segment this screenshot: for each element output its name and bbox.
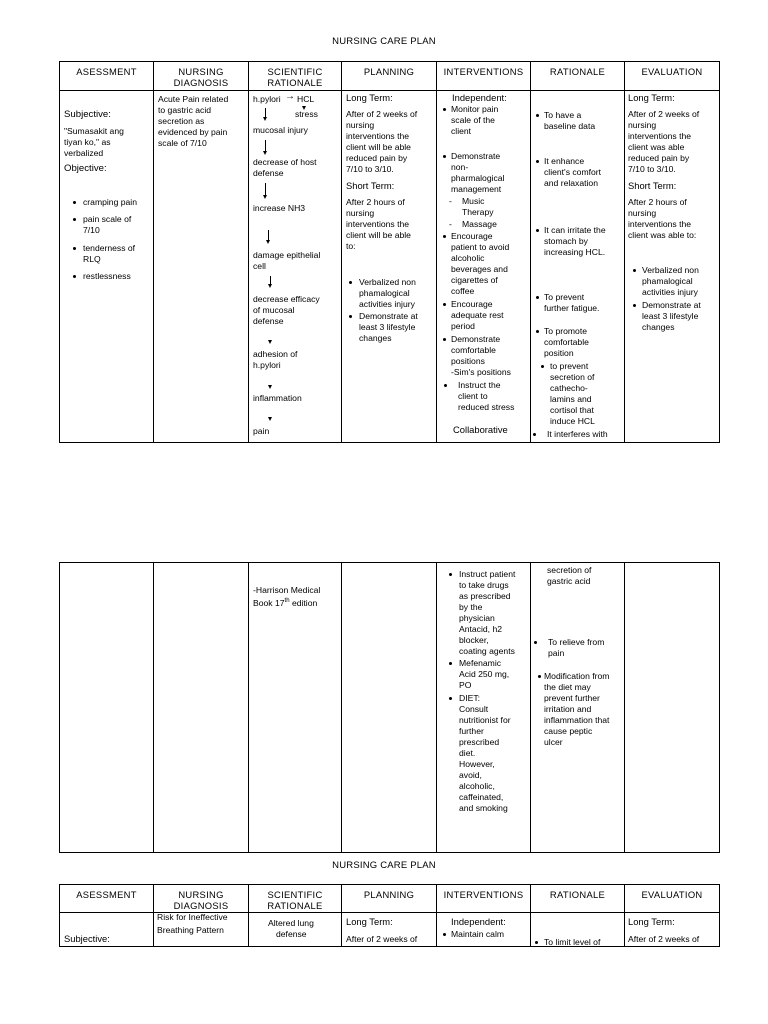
objective-item: 7/10 [83, 225, 100, 235]
rationale-line: It interferes with [547, 429, 608, 439]
rationale-line: It enhance [544, 156, 585, 166]
intervention-line: Instruct the [458, 380, 501, 390]
rationale-line: To prevent [544, 292, 585, 302]
intervention-line: caffeinated, [459, 792, 504, 802]
down-arrow-icon [263, 117, 267, 121]
evaluation-goal: Demonstrate at [642, 300, 701, 310]
intervention-line: comfortable [451, 345, 496, 355]
rationale-line: gastric acid [547, 576, 591, 586]
page-title: NURSING CARE PLAN [332, 860, 436, 871]
rationale-line: It can irritate the [544, 225, 606, 235]
long-term-label: Long Term: [346, 92, 393, 103]
planning-goal: activities injury [359, 299, 415, 309]
evaluation-line: client was able to: [628, 230, 697, 240]
intervention-line: adequate rest [451, 310, 504, 320]
down-arrow-icon [263, 151, 267, 155]
intervention-line: Maintain calm [451, 929, 505, 939]
evaluation-line: After of 2 weeks of [628, 109, 700, 119]
rationale-line: cortisol that [550, 405, 594, 415]
planning-goal: Verbalized non [359, 277, 416, 287]
flow-step: stress [295, 109, 318, 119]
planning-line: interventions the [346, 131, 410, 141]
evaluation-line: interventions the [628, 131, 692, 141]
rationale-line: irritation and [544, 704, 592, 714]
header-evaluation: EVALUATION [625, 62, 720, 91]
subjective-label: Subjective: [64, 933, 110, 944]
planning-line: client will be able [346, 142, 411, 152]
flow-step: HCL [297, 94, 315, 104]
rationale-line: To promote [544, 326, 587, 336]
rationale-line: ulcer [544, 737, 563, 747]
rationale-line: comfortable [544, 337, 589, 347]
flow-step: defense [253, 168, 284, 178]
rationale-line: inflammation that [544, 715, 610, 725]
intervention-line: Encourage [451, 231, 493, 241]
rationale-line: To relieve from [548, 637, 605, 647]
intervention-line: However, [459, 759, 495, 769]
independent-label: Independent: [452, 92, 507, 103]
flow-step: mucosal injury [253, 125, 308, 135]
intervention-line: positions [451, 356, 485, 366]
care-plan-table-1-continued [59, 562, 719, 852]
long-term-label: Long Term: [628, 916, 675, 927]
intervention-line: prescribed [459, 737, 500, 747]
intervention-line: further [459, 726, 484, 736]
evaluation-line: reduced pain by [628, 153, 690, 163]
intervention-line: -Sim's positions [451, 367, 511, 377]
evaluation-line: nursing [628, 208, 657, 218]
diagnosis-line: evidenced by pain [158, 127, 228, 137]
intervention-line: Encourage [451, 299, 493, 309]
independent-label: Independent: [451, 916, 506, 927]
header-planning: PLANNING [342, 62, 437, 91]
intervention-line: Instruct patient [459, 569, 516, 579]
down-arrow-icon [268, 284, 272, 288]
intervention-line: alcoholic, [459, 781, 495, 791]
subjective-label: Subjective: [64, 109, 111, 120]
intervention-line: client [451, 126, 472, 136]
evaluation-line: 7/10 to 3/10. [628, 164, 676, 174]
rationale-line: cathecho- [550, 383, 588, 393]
intervention-line: coating agents [459, 646, 515, 656]
subjective-quote: verbalized [64, 148, 104, 158]
subjective-quote: tiyan ko," as [64, 137, 111, 147]
rationale-line: increasing HCL. [544, 247, 606, 257]
rationale-line: pain [548, 648, 565, 658]
rationale-line: client's comfort [544, 167, 602, 177]
intervention-line: Monitor pain [451, 104, 499, 114]
rationale-line: the diet may [544, 682, 591, 692]
rationale-line: To have a [544, 110, 582, 120]
intervention-line: Mefenamic [459, 658, 502, 668]
flow-step: decrease of host [253, 157, 317, 167]
intervention-line: pharmalogical [451, 173, 505, 183]
flow-step: pain [253, 426, 270, 436]
reference-line: Book 17th edition [253, 597, 318, 608]
evaluation-goal: changes [642, 322, 675, 332]
long-term-label: Long Term: [628, 92, 675, 103]
down-arrow-icon [263, 195, 267, 199]
rationale-line: prevent further [544, 693, 600, 703]
objective-item: tenderness of [83, 243, 136, 253]
rationale-line: lamins and [550, 394, 592, 404]
header-assessment: ASESSMENT [60, 885, 154, 913]
rationale-line: secretion of [547, 565, 592, 575]
rationale-line: baseline data [544, 121, 596, 131]
objective-item: cramping pain [83, 197, 137, 207]
collaborative-label: Collaborative [453, 424, 508, 435]
intervention-line: Demonstrate [451, 334, 501, 344]
intervention-line: Massage [462, 219, 497, 229]
rationale-line: secretion of [550, 372, 595, 382]
header-scientific: SCIENTIFIC RATIONALE [249, 885, 342, 913]
header-planning: PLANNING [342, 885, 437, 913]
evaluation-goal: phamalogical [642, 276, 693, 286]
intervention-line: beverages and [451, 264, 508, 274]
intervention-line: Acid 250 mg, [459, 669, 510, 679]
down-arrow-icon [266, 240, 270, 244]
intervention-line: avoid, [459, 770, 482, 780]
objective-item: restlessness [83, 271, 131, 281]
evaluation-line: interventions the [628, 219, 692, 229]
rationale-line: cause peptic [544, 726, 593, 736]
diagnosis-line: Breathing Pattern [157, 925, 224, 935]
planning-line: interventions the [346, 219, 410, 229]
evaluation-line: After of 2 weeks of [628, 934, 700, 944]
flow-step: of mucosal [253, 305, 295, 315]
evaluation-line: client was able [628, 142, 685, 152]
planning-line: to: [346, 241, 356, 251]
evaluation-line: After 2 hours of [628, 197, 687, 207]
intervention-line: Music [462, 196, 485, 206]
page-title: NURSING CARE PLAN [332, 36, 436, 47]
diagnosis-line: Acute Pain related [158, 94, 229, 104]
intervention-line: blocker, [459, 635, 489, 645]
down-arrow-icon [268, 385, 272, 389]
objective-label: Objective: [64, 163, 107, 174]
planning-goal: Demonstrate at [359, 311, 418, 321]
flow-step: defense [253, 316, 284, 326]
rationale-line: stomach by [544, 236, 588, 246]
header-rationale: RATIONALE [531, 62, 625, 91]
header-interventions: INTERVENTIONS [437, 62, 531, 91]
intervention-line: Therapy [462, 207, 494, 217]
objective-item: pain scale of [83, 214, 132, 224]
rationale-line: To limit level of [544, 937, 601, 947]
intervention-line: non- [451, 162, 469, 172]
flow-step: adhesion of [253, 349, 298, 359]
planning-line: nursing [346, 120, 375, 130]
header-diagnosis: NURSING DIAGNOSIS [154, 62, 249, 91]
planning-line: client will be able [346, 230, 411, 240]
long-term-label: Long Term: [346, 916, 393, 927]
rationale-line: and relaxation [544, 178, 598, 188]
evaluation-goal: least 3 lifestyle [642, 311, 699, 321]
intervention-line: diet. [459, 748, 476, 758]
down-arrow-icon [268, 417, 272, 421]
diagnosis-line: to gastric acid [158, 105, 212, 115]
intervention-line: coffee [451, 286, 475, 296]
intervention-line: nutritionist for [459, 715, 511, 725]
header-rationale: RATIONALE [531, 885, 625, 913]
short-term-label: Short Term: [346, 180, 395, 191]
rationale-line: induce HCL [550, 416, 595, 426]
intervention-line: by the [459, 602, 483, 612]
intervention-line: Demonstrate [451, 151, 501, 161]
planning-line: After of 2 weeks of [346, 109, 418, 119]
intervention-line: Consult [459, 704, 489, 714]
header-assessment: ASESSMENT [60, 62, 154, 91]
flow-step: inflammation [253, 393, 302, 403]
planning-line: After 2 hours of [346, 197, 405, 207]
intervention-line: management [451, 184, 502, 194]
planning-goal: changes [359, 333, 392, 343]
planning-line: nursing [346, 208, 375, 218]
header-interventions: INTERVENTIONS [437, 885, 531, 913]
scientific-line: defense [276, 929, 307, 939]
diagnosis-line: Risk for Ineffective [157, 912, 228, 922]
flow-step: increase NH3 [253, 203, 306, 213]
planning-line: reduced pain by [346, 153, 408, 163]
evaluation-goal: Verbalized non [642, 265, 699, 275]
scientific-line: Altered lung [268, 918, 314, 928]
intervention-line: patient to avoid [451, 242, 510, 252]
intervention-line: alcoholic [451, 253, 485, 263]
diagnosis-line: scale of 7/10 [158, 138, 207, 148]
intervention-line: as prescribed [459, 591, 511, 601]
down-arrow-icon [268, 340, 272, 344]
intervention-line: scale of the [451, 115, 495, 125]
rationale-line: Modification from [544, 671, 610, 681]
evaluation-goal: activities injury [642, 287, 698, 297]
evaluation-line: nursing [628, 120, 657, 130]
flow-step: h.pylori [253, 360, 281, 370]
rationale-line: to prevent [550, 361, 589, 371]
planning-goal: phamalogical [359, 288, 410, 298]
intervention-line: physician [459, 613, 495, 623]
right-arrow-icon: → [285, 91, 295, 102]
header-evaluation: EVALUATION [625, 885, 720, 913]
intervention-line: cigarettes of [451, 275, 498, 285]
header-diagnosis: NURSING DIAGNOSIS [154, 885, 249, 913]
rationale-line: position [544, 348, 574, 358]
flow-step: h.pylori [253, 94, 281, 104]
intervention-line: reduced stress [458, 402, 515, 412]
intervention-line: Antacid, h2 [459, 624, 502, 634]
planning-line: 7/10 to 3/10. [346, 164, 394, 174]
flow-step: damage epithelial [253, 250, 321, 260]
intervention-line: PO [459, 680, 472, 690]
subjective-quote: "Sumasakit ang [64, 126, 124, 136]
intervention-line: DIET: [459, 693, 481, 703]
rationale-line: further fatigue. [544, 303, 600, 313]
reference-line: -Harrison Medical [253, 585, 321, 595]
flow-step: cell [253, 261, 266, 271]
intervention-line: period [451, 321, 475, 331]
intervention-line: client to [458, 391, 488, 401]
intervention-line: and smoking [459, 803, 508, 813]
header-scientific: SCIENTIFIC RATIONALE [249, 62, 342, 91]
diagnosis-line: secretion as [158, 116, 205, 126]
objective-item: RLQ [83, 254, 101, 264]
planning-goal: least 3 lifestyle [359, 322, 416, 332]
short-term-label: Short Term: [628, 180, 677, 191]
planning-line: After of 2 weeks of [346, 934, 418, 944]
intervention-line: to take drugs [459, 580, 509, 590]
flow-step: decrease efficacy [253, 294, 320, 304]
